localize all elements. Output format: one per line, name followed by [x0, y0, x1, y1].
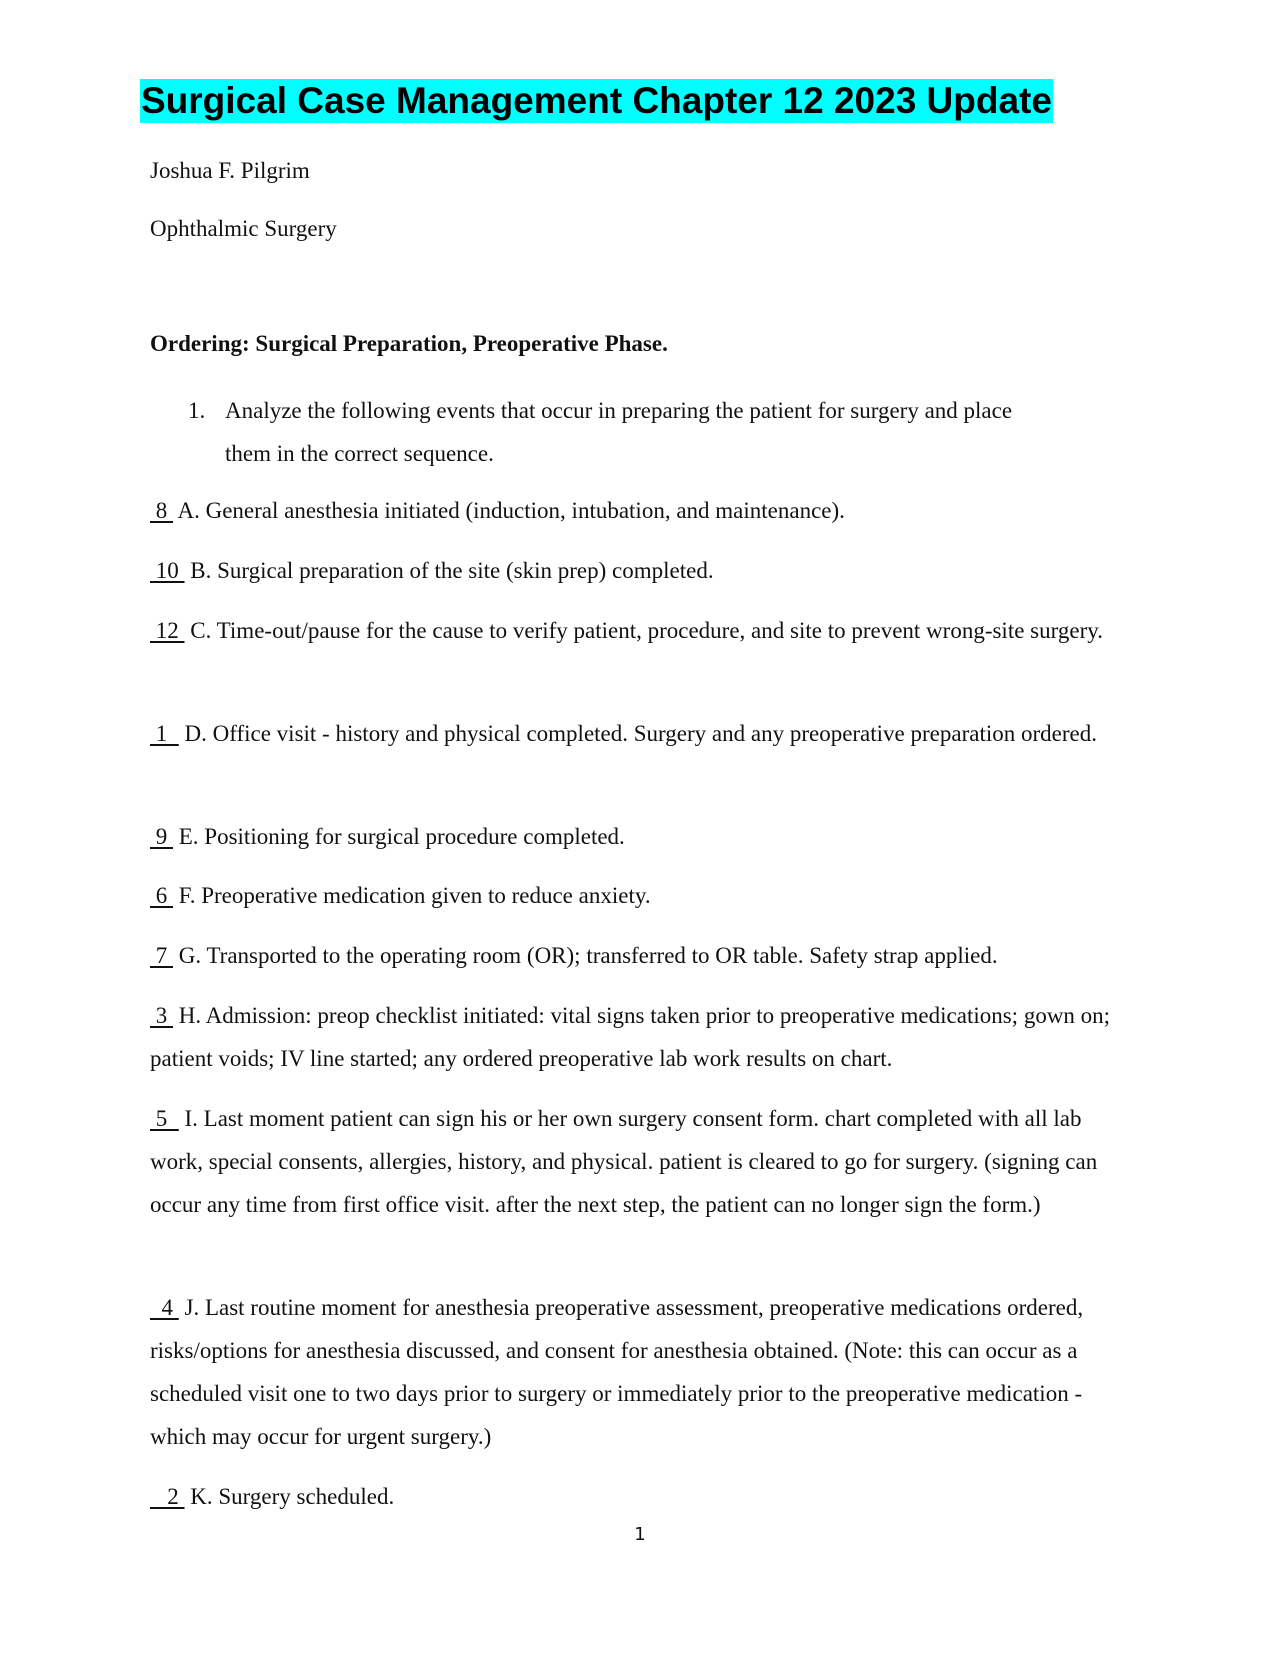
- sequence-item-g: [150, 934, 1125, 977]
- item-text: F. Preoperative medication given to reduce anxiety.: [178, 883, 651, 908]
- answer-blank: 7: [150, 943, 173, 968]
- subject-name: Ophthalmic Surgery: [150, 216, 337, 241]
- section-heading: Ordering: Surgical Preparation, Preoperative Phase.: [150, 331, 668, 356]
- answer-blank: 12: [150, 618, 185, 643]
- sequence-item-h: [150, 994, 1125, 1080]
- item-text: K. Surgery scheduled.: [190, 1484, 395, 1509]
- item-text: A. General anesthesia initiated (induction, intubation, and maintenance).: [177, 498, 845, 523]
- page-number: 1: [634, 1524, 646, 1545]
- answer-blank: 5: [150, 1106, 179, 1131]
- answer-blank: 10: [150, 558, 185, 583]
- author-name: Joshua F. Pilgrim: [150, 158, 310, 183]
- document-title: Surgical Case Management Chapter 12 2023 Update: [141, 80, 1052, 121]
- answer-blank: 3: [150, 1003, 173, 1028]
- answer-blank: 2: [150, 1484, 185, 1509]
- question-text: Analyze the following events that occur in preparing the patient for surgery and place them in the correct sequence.: [225, 398, 1013, 466]
- item-text: E. Positioning for surgical procedure completed.: [178, 824, 625, 849]
- sequence-item-e: [150, 815, 1125, 858]
- sequence-item-c: [150, 609, 1125, 652]
- sequence-item-b: [150, 549, 1125, 592]
- answer-blank: 8: [150, 498, 173, 523]
- answer-blank: 6: [150, 883, 173, 908]
- item-text: J. Last routine moment for anesthesia preoperative assessment, preoperative medications ordered, risks/options for anesthesia discussed, and consent for anesthesia obtained. (Note: this can occur as a scheduled visit one to two days prior to surgery or immediately prior to the preoperative medication - which may occur for urgent surgery.): [150, 1295, 1084, 1449]
- sequence-item-k: [150, 1475, 1125, 1518]
- sequence-item-d: [150, 712, 1125, 755]
- item-text: H. Admission: preop checklist initiated: vital signs taken prior to preoperative medications; gown on; patient voids; IV line started; any ordered preoperative lab work results on chart.: [150, 1003, 1111, 1071]
- answer-blank: 4: [150, 1295, 179, 1320]
- answer-blank: 1: [150, 721, 179, 746]
- sequence-item-i: [150, 1097, 1125, 1226]
- sequence-item-a: [150, 489, 1125, 532]
- sequence-item-f: [150, 874, 1125, 917]
- question-number: 1.: [188, 398, 206, 423]
- item-text: D. Office visit - history and physical completed. Surgery and any preoperative preparation ordered.: [184, 721, 1097, 746]
- sequence-item-j: [150, 1286, 1125, 1458]
- item-text: G. Transported to the operating room (OR); transferred to OR table. Safety strap applied.: [178, 943, 998, 968]
- item-text: C. Time-out/pause for the cause to verify patient, procedure, and site to prevent wrong-site surgery.: [190, 618, 1103, 643]
- item-text: B. Surgical preparation of the site (skin prep) completed.: [190, 558, 714, 583]
- answer-blank: 9: [150, 824, 173, 849]
- item-text: I. Last moment patient can sign his or her own surgery consent form. chart completed with all lab work, special consents, allergies, history, and physical. patient is cleared to go for surgery. (signing can occur any time from first office visit. after the next step, the patient can no longer sign the form.): [150, 1106, 1098, 1217]
- question-1: [150, 389, 1050, 475]
